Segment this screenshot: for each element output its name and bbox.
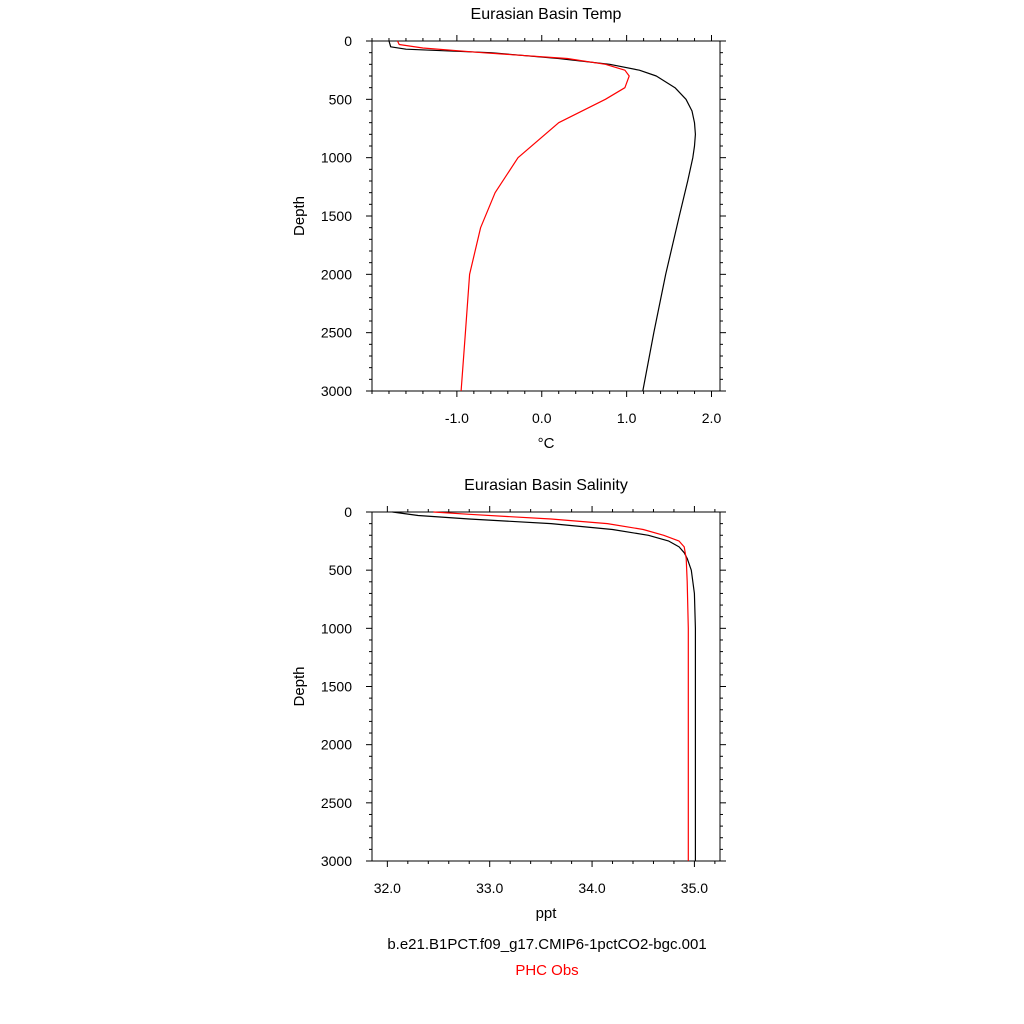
temp-y-tick-label: 500 <box>328 91 352 108</box>
temp-series-line-model <box>389 41 695 391</box>
salinity-x-tick-label: 34.0 <box>578 880 606 896</box>
temp-series-line-obs <box>398 41 630 391</box>
legend-model-name: b.e21.B1PCT.f09_g17.CMIP6-1pctCO2-bgc.001 <box>387 936 707 953</box>
salinity-chart-title: Eurasian Basin Salinity <box>464 477 628 494</box>
temp-y-tick-label: 0 <box>344 33 352 49</box>
legend-obs-name: PHC Obs <box>515 962 579 979</box>
salinity-y-tick-label: 2000 <box>320 736 352 753</box>
temp-x-tick-label: -1.0 <box>444 410 469 426</box>
salinity-series-line-model <box>393 512 696 861</box>
temp-y-tick-label: 2000 <box>320 266 352 283</box>
temp-y-tick-label: 3000 <box>320 383 352 399</box>
temp-y-tick-label: 1000 <box>320 149 352 166</box>
salinity-y-tick-label: 2500 <box>320 794 352 811</box>
temp-x-axis-label: °C <box>537 435 555 452</box>
temp-plot-frame <box>372 41 720 391</box>
temp-chart-title: Eurasian Basin Temp <box>470 6 622 23</box>
salinity-series-line-obs <box>433 512 688 861</box>
temp-x-tick-label: 1.0 <box>616 410 637 426</box>
temp-y-axis-label: Depth <box>291 195 308 237</box>
temp-y-tick-label: 2500 <box>320 324 352 341</box>
temp-y-tick-label: 1500 <box>320 208 352 224</box>
salinity-y-tick-label: 0 <box>344 504 352 520</box>
salinity-x-tick-label: 33.0 <box>476 880 504 896</box>
salinity-y-tick-label: 1000 <box>320 620 352 637</box>
salinity-plot-frame <box>372 512 720 861</box>
salinity-x-tick-label: 32.0 <box>373 880 401 896</box>
salinity-x-axis-label: ppt <box>535 905 557 922</box>
temp-x-tick-label: 2.0 <box>701 410 722 426</box>
salinity-y-tick-label: 500 <box>328 562 352 579</box>
salinity-y-tick-label: 1500 <box>320 678 352 695</box>
salinity-x-tick-label: 35.0 <box>680 880 709 896</box>
temp-x-tick-label: 0.0 <box>532 410 552 426</box>
salinity-y-axis-label: Depth <box>291 666 308 707</box>
salinity-y-tick-label: 3000 <box>320 853 352 869</box>
